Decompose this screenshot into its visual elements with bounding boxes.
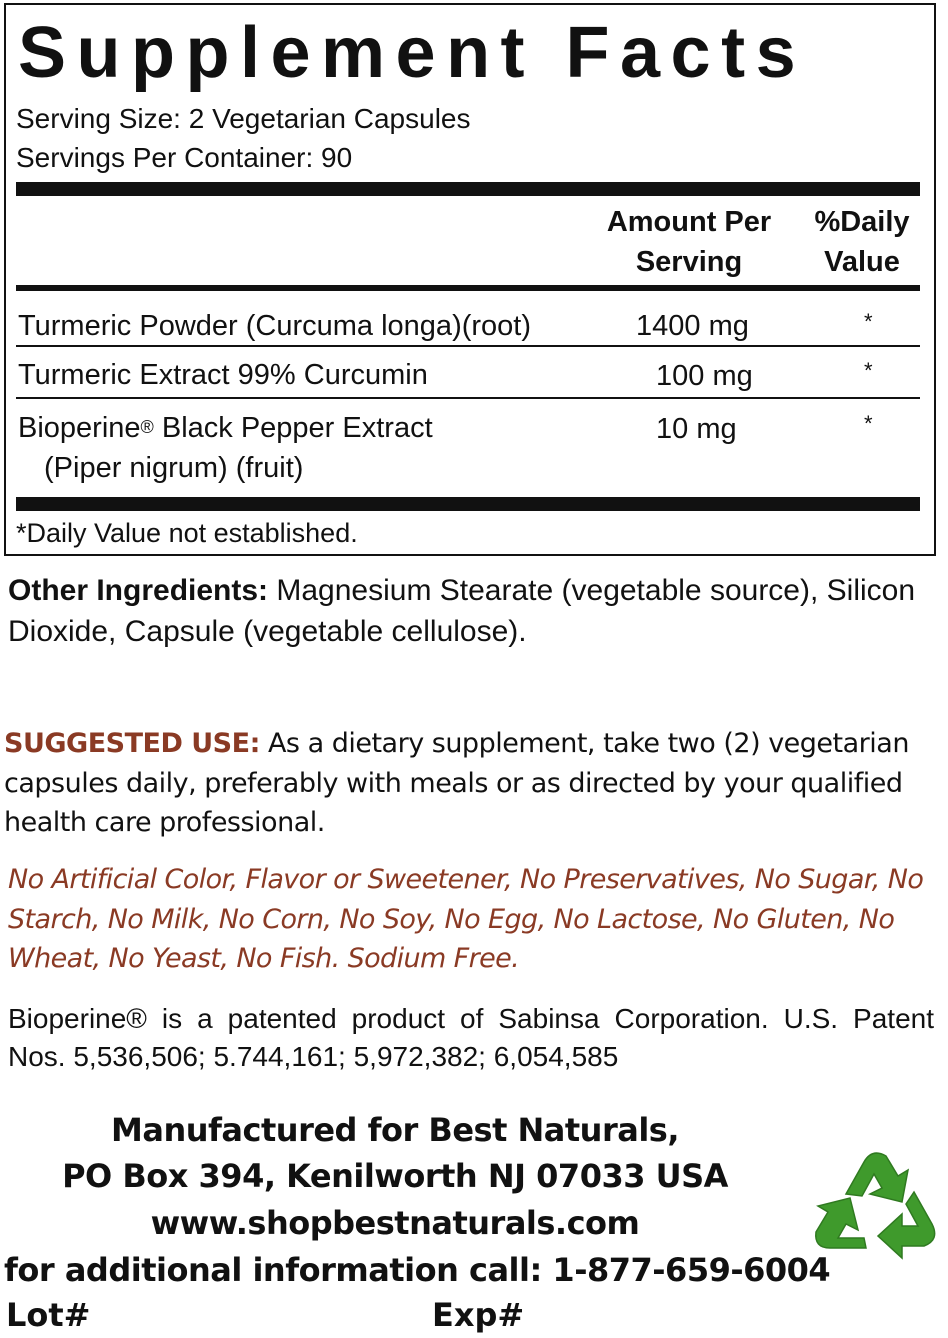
ingredient-dv: * xyxy=(864,411,873,436)
daily-value-footnote: *Daily Value not established. xyxy=(16,518,358,548)
facts-title: Supplement Facts xyxy=(18,13,807,93)
header-dv-line1: %Daily xyxy=(814,206,910,238)
suggested-use-text: As a dietary supplement, take two (2) vegetarian capsules daily, preferably with meals or as directed by your qualified health care professional. xyxy=(4,728,909,838)
registered-mark: ® xyxy=(140,417,154,437)
ingredient-name: Turmeric Powder (Curcuma longa)(root) xyxy=(18,310,532,342)
header-amount-line1: Amount Per xyxy=(606,206,772,238)
other-ingredients-text: Magnesium Stearate (vegetable source), Silicon Dioxide, Capsule (vegetable cellulose). xyxy=(8,574,916,648)
manufacturer-line: Manufactured for Best Naturals, xyxy=(111,1111,679,1149)
ingredient-amount: 10 mg xyxy=(656,413,737,445)
manufacturer-website: www.shopbestnaturals.com xyxy=(150,1204,640,1242)
suggested-use-label: SUGGESTED USE: xyxy=(4,728,260,759)
manufacturer-phone: for additional information call: 1-877-659-6004 xyxy=(4,1251,831,1289)
ingredient-name: Turmeric Extract 99% Curcumin xyxy=(18,359,428,391)
header-divider xyxy=(16,285,920,291)
exp-label: Exp# xyxy=(432,1296,525,1334)
ingredient-amount: 1400 mg xyxy=(636,310,749,342)
thick-divider-bottom xyxy=(16,497,920,511)
serving-size: Serving Size: 2 Vegetarian Capsules xyxy=(16,103,471,134)
ingredient-dv: * xyxy=(864,309,873,334)
free-from-statement: No Artificial Color, Flavor or Sweetener, No Preservatives, No Sugar, No Starch, No Milk, No Corn, No Soy, No Egg, No Lactose, No Gluten, No Wheat, No Yeast, No Fish. Sodium Free. xyxy=(8,864,924,974)
ingredient-name xyxy=(18,408,433,448)
recycle-icon xyxy=(806,1136,946,1272)
ingredient-name-rest: Black Pepper Extract xyxy=(153,412,433,444)
row-divider xyxy=(16,397,920,399)
row-divider xyxy=(16,345,920,347)
header-amount xyxy=(594,202,784,282)
ingredient-name-line2: (Piper nigrum) (fruit) xyxy=(44,452,304,484)
servings-per-container: Servings Per Container: 90 xyxy=(16,142,353,173)
ingredient-amount: 100 mg xyxy=(656,360,753,392)
lot-label: Lot# xyxy=(6,1296,91,1334)
thick-divider-top xyxy=(16,182,920,196)
ingredient-dv: * xyxy=(864,358,873,383)
ingredient-name-main: Bioperine xyxy=(18,412,141,444)
manufacturer-address: PO Box 394, Kenilworth NJ 07033 USA xyxy=(62,1157,728,1195)
patent-notice: Bioperine® is a patented product of Sabinsa Corporation. U.S. Patent Nos. 5,536,506; 5.744,161; 5,972,382; 6,054,585 xyxy=(8,1003,934,1072)
supplement-facts-panel xyxy=(4,3,936,556)
suggested-use xyxy=(4,724,936,843)
header-dv-line2: Value xyxy=(824,246,900,278)
header-amount-line2: Serving xyxy=(635,246,743,278)
other-ingredients-label: Other Ingredients: xyxy=(8,574,269,607)
other-ingredients xyxy=(8,570,938,652)
header-daily-value xyxy=(806,202,918,282)
